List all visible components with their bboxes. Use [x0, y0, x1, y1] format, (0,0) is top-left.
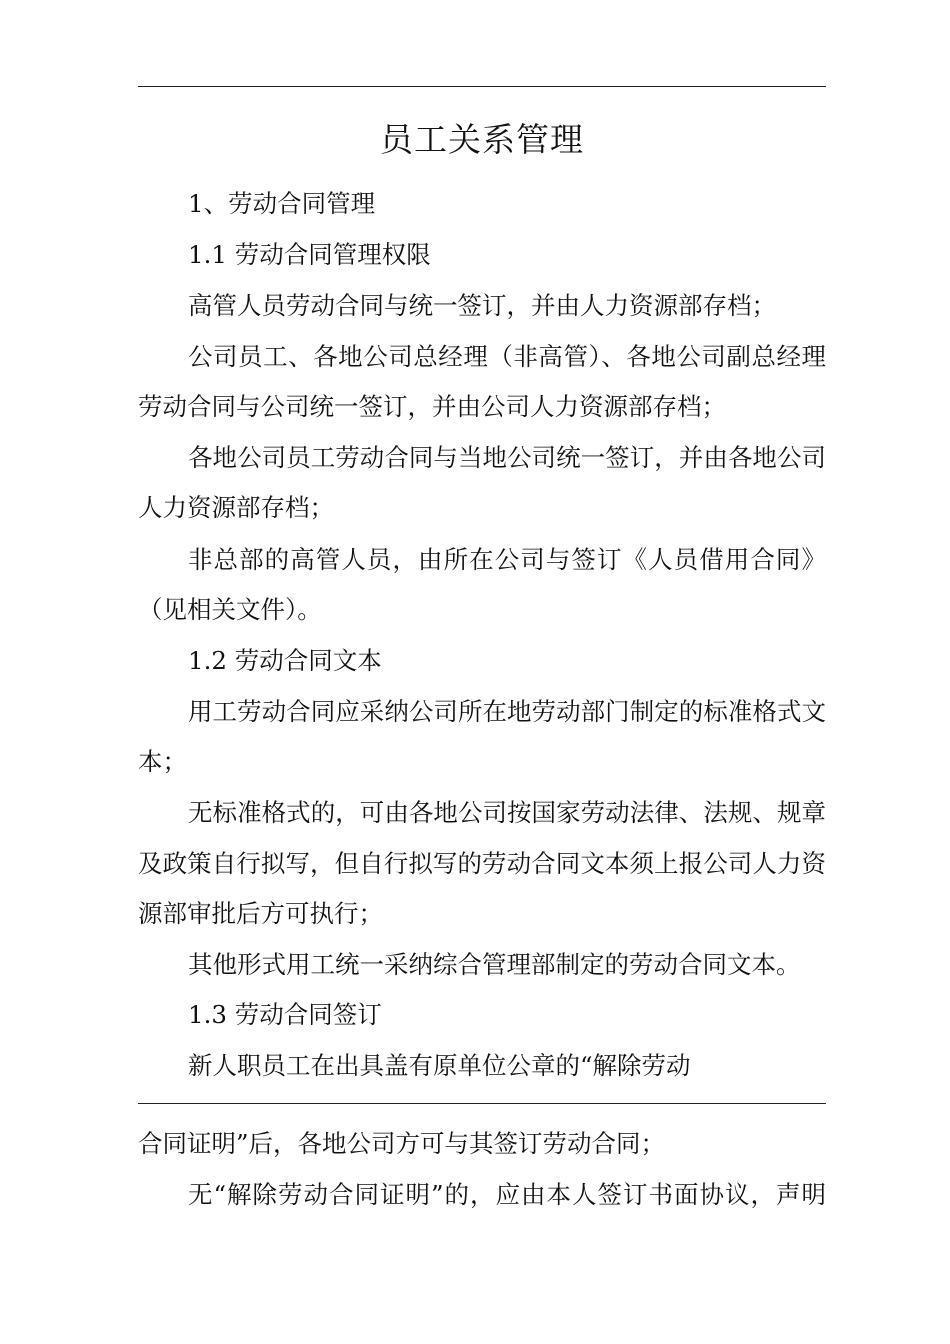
paragraph-line: 非总部的高管人员，由所在公司与签订《人员借用合同》 [188, 545, 826, 574]
paragraph-line: 本； [138, 747, 187, 776]
paragraph-line: 各地公司员工劳动合同与当地公司统一签订，并由各地公司 [188, 443, 826, 472]
paragraph-line: （见相关文件）。 [138, 595, 322, 624]
paragraph-line: 劳动合同与公司统一签订，并由公司人力资源部存档； [138, 392, 726, 421]
document-title: 员工关系管理 [380, 120, 584, 159]
paragraph-line: 高管人员劳动合同与统一签订，并由人力资源部存档； [188, 291, 776, 320]
paragraph-line: 用工劳动合同应采纳公司所在地劳动部门制定的标准格式文 [188, 697, 826, 726]
paragraph-line: 及政策自行拟写，但自行拟写的劳动合同文本须上报公司人力资 [138, 849, 826, 878]
header-rule [138, 86, 826, 87]
paragraph-line: 无标准格式的，可由各地公司按国家劳动法律、法规、规章 [188, 798, 826, 827]
paragraph-line: 源部审批后方可执行； [138, 899, 383, 928]
subsection-heading: 1.1 劳动合同管理权限 [188, 240, 431, 269]
paragraph-line: 新人职员工在出具盖有原单位公章的“解除劳动 [188, 1051, 691, 1080]
paragraph-line: 公司员工、各地公司总经理（非高管）、各地公司副总经理 [188, 342, 826, 371]
page-break-rule [138, 1103, 826, 1104]
paragraph-line: 无“解除劳动合同证明”的，应由本人签订书面协议，声明 [188, 1180, 826, 1209]
section-heading: 1、劳动合同管理 [188, 189, 376, 218]
subsection-heading: 1.2 劳动合同文本 [188, 646, 382, 675]
paragraph-line: 人力资源部存档； [138, 493, 334, 522]
paragraph-line: 其他形式用工统一采纳综合管理部制定的劳动合同文本。 [188, 950, 801, 979]
paragraph-line: 合同证明”后，各地公司方可与其签订劳动合同； [138, 1129, 666, 1158]
subsection-heading: 1.3 劳动合同签订 [188, 1000, 382, 1029]
